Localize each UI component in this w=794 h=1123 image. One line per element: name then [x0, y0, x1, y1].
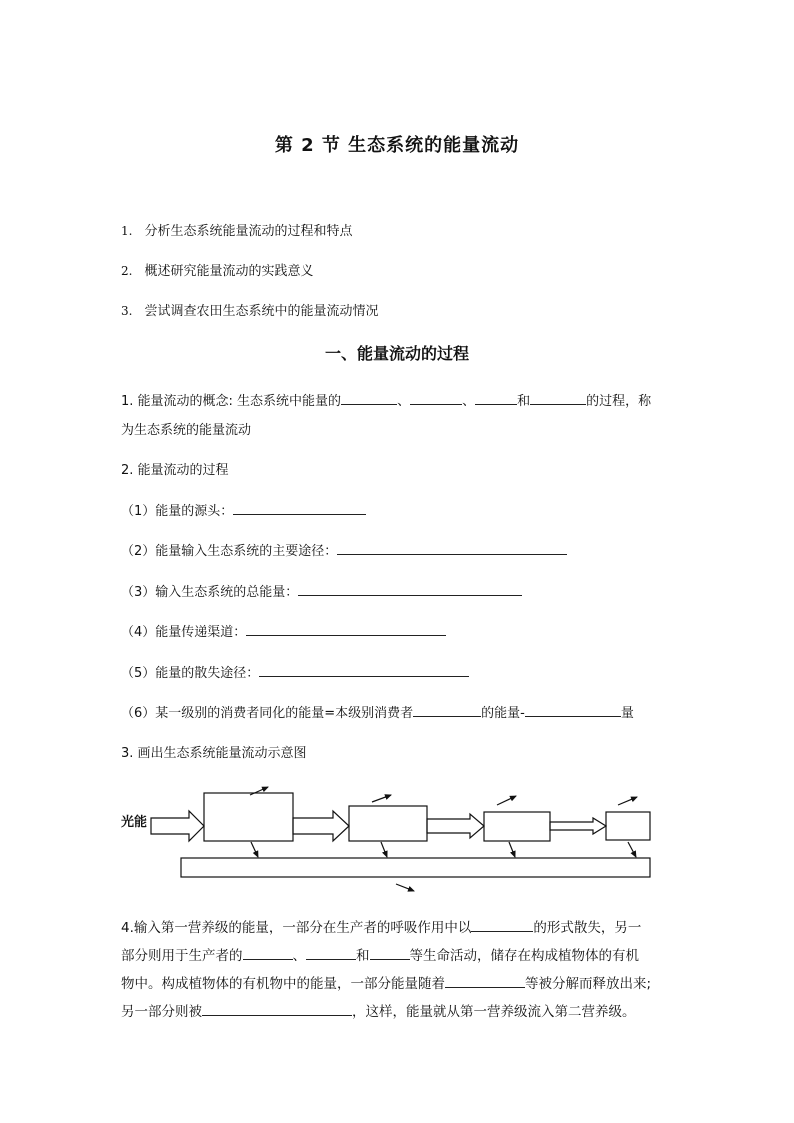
q4-text: 4.输入第一营养级的能量，一部分在生产者的呼吸作用中以 [121, 920, 472, 936]
decomposer-bar [181, 858, 650, 877]
objective-text: 尝试调查农田生态系统中的能量流动情况 [144, 304, 379, 319]
q4-text: ，这样，能量就从第一营养级流入第二营养级。 [352, 1004, 636, 1020]
fill-blank[interactable] [243, 945, 293, 960]
respiration-arrow [372, 795, 391, 802]
fill-blank[interactable] [306, 945, 356, 960]
section-heading: 一、能量流动的过程 [324, 344, 469, 363]
q4-text: 部分则用于生产者的 [121, 948, 243, 964]
question-2-heading: 2. 能量流动的过程 [121, 463, 229, 478]
to-decomposer-arrow [381, 842, 387, 857]
respiration-arrow [250, 787, 268, 795]
question-4-line-2 [121, 942, 639, 970]
q2-item6-mid: 的能量- [481, 706, 525, 721]
q2-item-label: （4）能量传递渠道： [121, 625, 247, 640]
question-4-line-1 [121, 914, 641, 942]
q1-prefix: 1. 能量流动的概念: 生态系统中能量的 [121, 394, 342, 409]
fill-blank[interactable] [202, 1001, 352, 1016]
flow-arrow-2-3 [427, 814, 484, 838]
light-energy-label: 光能 [121, 815, 148, 830]
respiration-arrow [497, 796, 516, 805]
fill-blank[interactable] [445, 973, 525, 988]
trophic-level-box-3 [484, 812, 550, 841]
light-energy-flow-arrow [151, 811, 204, 841]
q4-text: 另一部分则被 [121, 1004, 202, 1020]
flow-arrow-1-2 [293, 811, 349, 841]
q1-sep: 和 [517, 394, 531, 409]
q1-sep: 、 [462, 394, 476, 409]
page-title: 第 2 节 生态系统的能量流动 [274, 135, 520, 156]
trophic-level-box-4 [606, 812, 650, 840]
q4-text: 等生命活动，储存在构成植物体的有机 [409, 948, 639, 964]
q1-suffix: 的过程，称 [586, 394, 652, 409]
q1-sep: 、 [397, 394, 411, 409]
objective-number: 2. [121, 264, 133, 278]
q4-text: 等被分解而释放出来; [525, 976, 652, 992]
fill-blank[interactable] [471, 917, 533, 932]
objective-number: 3. [121, 304, 133, 318]
trophic-level-box-1 [204, 793, 293, 841]
q4-text: 和 [356, 948, 370, 964]
objective-number: 1. [121, 224, 133, 238]
respiration-arrow [618, 797, 637, 805]
objective-text: 分析生态系统能量流动的过程和特点 [144, 224, 353, 239]
to-decomposer-arrow [251, 842, 258, 857]
decomposer-loss-arrow [396, 884, 414, 891]
q2-item-label: （3）输入生态系统的总能量： [121, 585, 299, 600]
question-3-heading: 3. 画出生态系统能量流动示意图 [121, 746, 307, 761]
q2-item-label: （5）能量的散失途径： [121, 666, 260, 681]
trophic-level-box-2 [349, 806, 427, 841]
fill-blank[interactable] [370, 945, 410, 960]
q2-item-label: （1）能量的源头： [121, 504, 234, 519]
to-decomposer-arrow [628, 842, 636, 857]
question-4-line-4 [121, 998, 636, 1026]
q2-item6-suffix: 量 [620, 706, 634, 721]
q2-item6-prefix: （6）某一级别的消费者同化的能量=本级别消费者 [121, 706, 414, 721]
flow-arrow-3-4 [550, 818, 606, 834]
question-4-line-3 [121, 970, 651, 998]
q4-text: 、 [292, 948, 306, 964]
q2-item-label: （2）能量输入生态系统的主要途径： [121, 544, 338, 559]
to-decomposer-arrow [509, 842, 515, 857]
q4-text: 的形式散失，另一 [533, 920, 642, 936]
objective-text: 概述研究能量流动的实践意义 [144, 264, 314, 279]
question-1-line-2: 为生态系统的能量流动 [121, 423, 252, 438]
q4-text: 物中。构成植物体的有机物中的能量，一部分能量随着 [121, 976, 445, 992]
